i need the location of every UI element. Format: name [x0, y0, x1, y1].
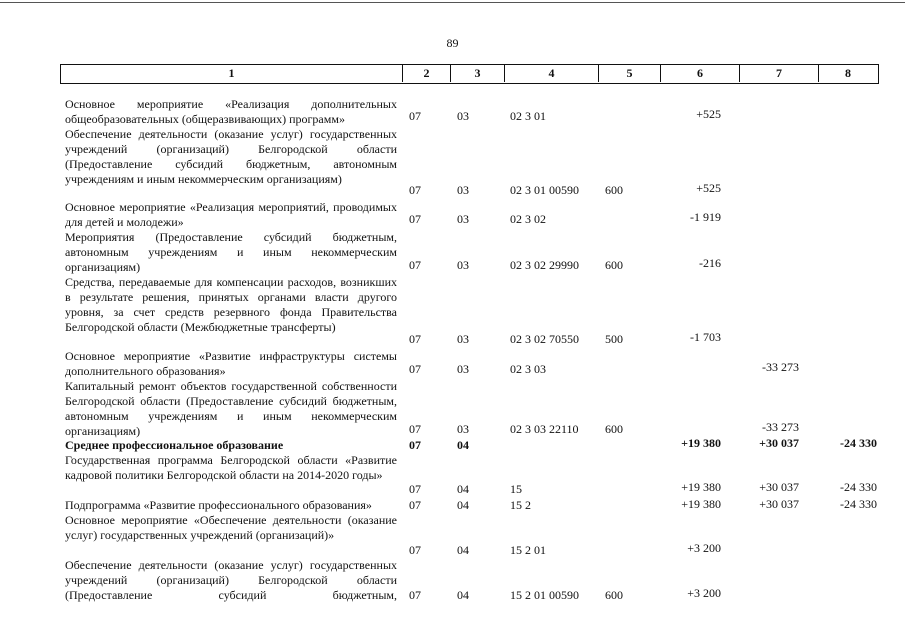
cell-rz: 07: [409, 422, 421, 436]
cell-rz: 07: [409, 212, 421, 226]
header-col-6: 6: [660, 65, 739, 82]
cell-col6: +3 200: [687, 586, 721, 600]
cell-col6: +3 200: [687, 541, 721, 555]
cell-csr: 02 3 01 00590: [510, 183, 579, 197]
cell-csr: 02 3 02 70550: [510, 332, 579, 346]
row-description: Основное мероприятие «Обеспечение деятельности (оказание услуг) государственных учреждений (организаций)»: [65, 513, 397, 542]
cell-csr: 15 2 01 00590: [510, 588, 579, 602]
cell-col8: -24 330: [840, 436, 877, 450]
cell-col7: -33 273: [762, 360, 799, 374]
cell-col7: +30 037: [759, 497, 799, 511]
row-description: Среднее профессиональное образование: [65, 438, 284, 452]
cell-col6: -216: [699, 256, 721, 270]
cell-vr: 500: [605, 332, 623, 346]
cell-pr: 03: [457, 212, 469, 226]
cell-rz: 07: [409, 482, 421, 496]
cell-col6: -1 919: [690, 210, 721, 224]
cell-pr: 03: [457, 258, 469, 272]
cell-col6: +19 380: [681, 480, 721, 494]
cell-rz: 07: [409, 543, 421, 557]
cell-pr: 04: [457, 543, 469, 557]
header-col-3: 3: [450, 65, 504, 82]
cell-vr: 600: [605, 183, 623, 197]
header-col-8: 8: [818, 65, 877, 82]
cell-col6: +19 380: [681, 436, 721, 450]
header-col-5: 5: [598, 65, 660, 82]
row-description: Обеспечение деятельности (оказание услуг) государственных учреждений (организаций) Белгородской области (Предоставление субсидий бюджетным, автономным учреждениям и иным некоммерческим организациям): [65, 127, 397, 186]
cell-pr: 04: [457, 498, 469, 512]
cell-pr: 03: [457, 362, 469, 376]
cell-vr: 600: [605, 422, 623, 436]
cell-csr: 15 2: [510, 498, 531, 512]
cell-rz: 07: [409, 438, 421, 452]
cell-col7: -33 273: [762, 420, 799, 434]
cell-csr: 02 3 03: [510, 362, 546, 376]
cell-pr: 03: [457, 332, 469, 346]
cell-rz: 07: [409, 362, 421, 376]
header-col-1: 1: [228, 66, 235, 80]
cell-pr: 04: [457, 482, 469, 496]
cell-col6: +525: [696, 181, 721, 195]
header-col-4: 4: [504, 65, 598, 82]
row-description: Государственная программа Белгородской области «Развитие кадровой политики Белгородской области на 2014-2020 годы»: [65, 453, 397, 482]
cell-rz: 07: [409, 183, 421, 197]
cell-col6: +525: [696, 107, 721, 121]
row-description: Основное мероприятие «Развитие инфраструктуры системы дополнительного образования»: [65, 349, 397, 378]
cell-pr: 03: [457, 422, 469, 436]
cell-csr: 15 2 01: [510, 543, 546, 557]
cell-pr: 04: [457, 438, 469, 452]
page-number: 89: [446, 36, 459, 50]
cell-col7: +30 037: [759, 480, 799, 494]
cell-pr: 03: [457, 109, 469, 123]
cell-csr: 02 3 02: [510, 212, 546, 226]
cell-vr: 600: [605, 588, 623, 602]
cell-csr: 02 3 03 22110: [510, 422, 579, 436]
header-col-7: 7: [739, 65, 818, 82]
cell-rz: 07: [409, 498, 421, 512]
cell-col7: +30 037: [759, 436, 799, 450]
cell-pr: 03: [457, 183, 469, 197]
cell-rz: 07: [409, 109, 421, 123]
row-description: Основное мероприятие «Реализация мероприятий, проводимых для детей и молодежи»: [65, 200, 397, 229]
cell-rz: 07: [409, 258, 421, 272]
row-description: Мероприятия (Предоставление субсидий бюджетным, автономным учреждениям и иным некоммерческим организациям): [65, 230, 397, 274]
cell-csr: 02 3 02 29990: [510, 258, 579, 272]
cell-vr: 600: [605, 258, 623, 272]
cell-col8: -24 330: [840, 480, 877, 494]
row-description: Подпрограмма «Развитие профессионального образования»: [65, 498, 372, 512]
cell-csr: 15: [510, 482, 522, 496]
row-description: Основное мероприятие «Реализация дополнительных общеобразовательных (общеразвивающих) программ»: [65, 97, 397, 126]
cell-rz: 07: [409, 588, 421, 602]
cell-pr: 04: [457, 588, 469, 602]
row-description: Капитальный ремонт объектов государственной собственности Белгородской области (Предоставление субсидий бюджетным, автономным учреждениям и иным некоммерческим организациям): [65, 379, 397, 438]
cell-rz: 07: [409, 332, 421, 346]
cell-col6: -1 703: [690, 330, 721, 344]
header-col-2: 2: [402, 65, 450, 82]
row-description: Средства, передаваемые для компенсации расходов, возникших в результате решения, принятых органами власти другого уровня, за счет средств резервного фонда Правительства Белгородской области (Межбюджетные трансферты): [65, 275, 397, 334]
cell-csr: 02 3 01: [510, 109, 546, 123]
row-description: Обеспечение деятельности (оказание услуг) государственных учреждений (организаций) Белгородской области (Предоставление субсидий бюджетным,: [65, 558, 397, 602]
cell-col8: -24 330: [840, 497, 877, 511]
cell-col6: +19 380: [681, 497, 721, 511]
